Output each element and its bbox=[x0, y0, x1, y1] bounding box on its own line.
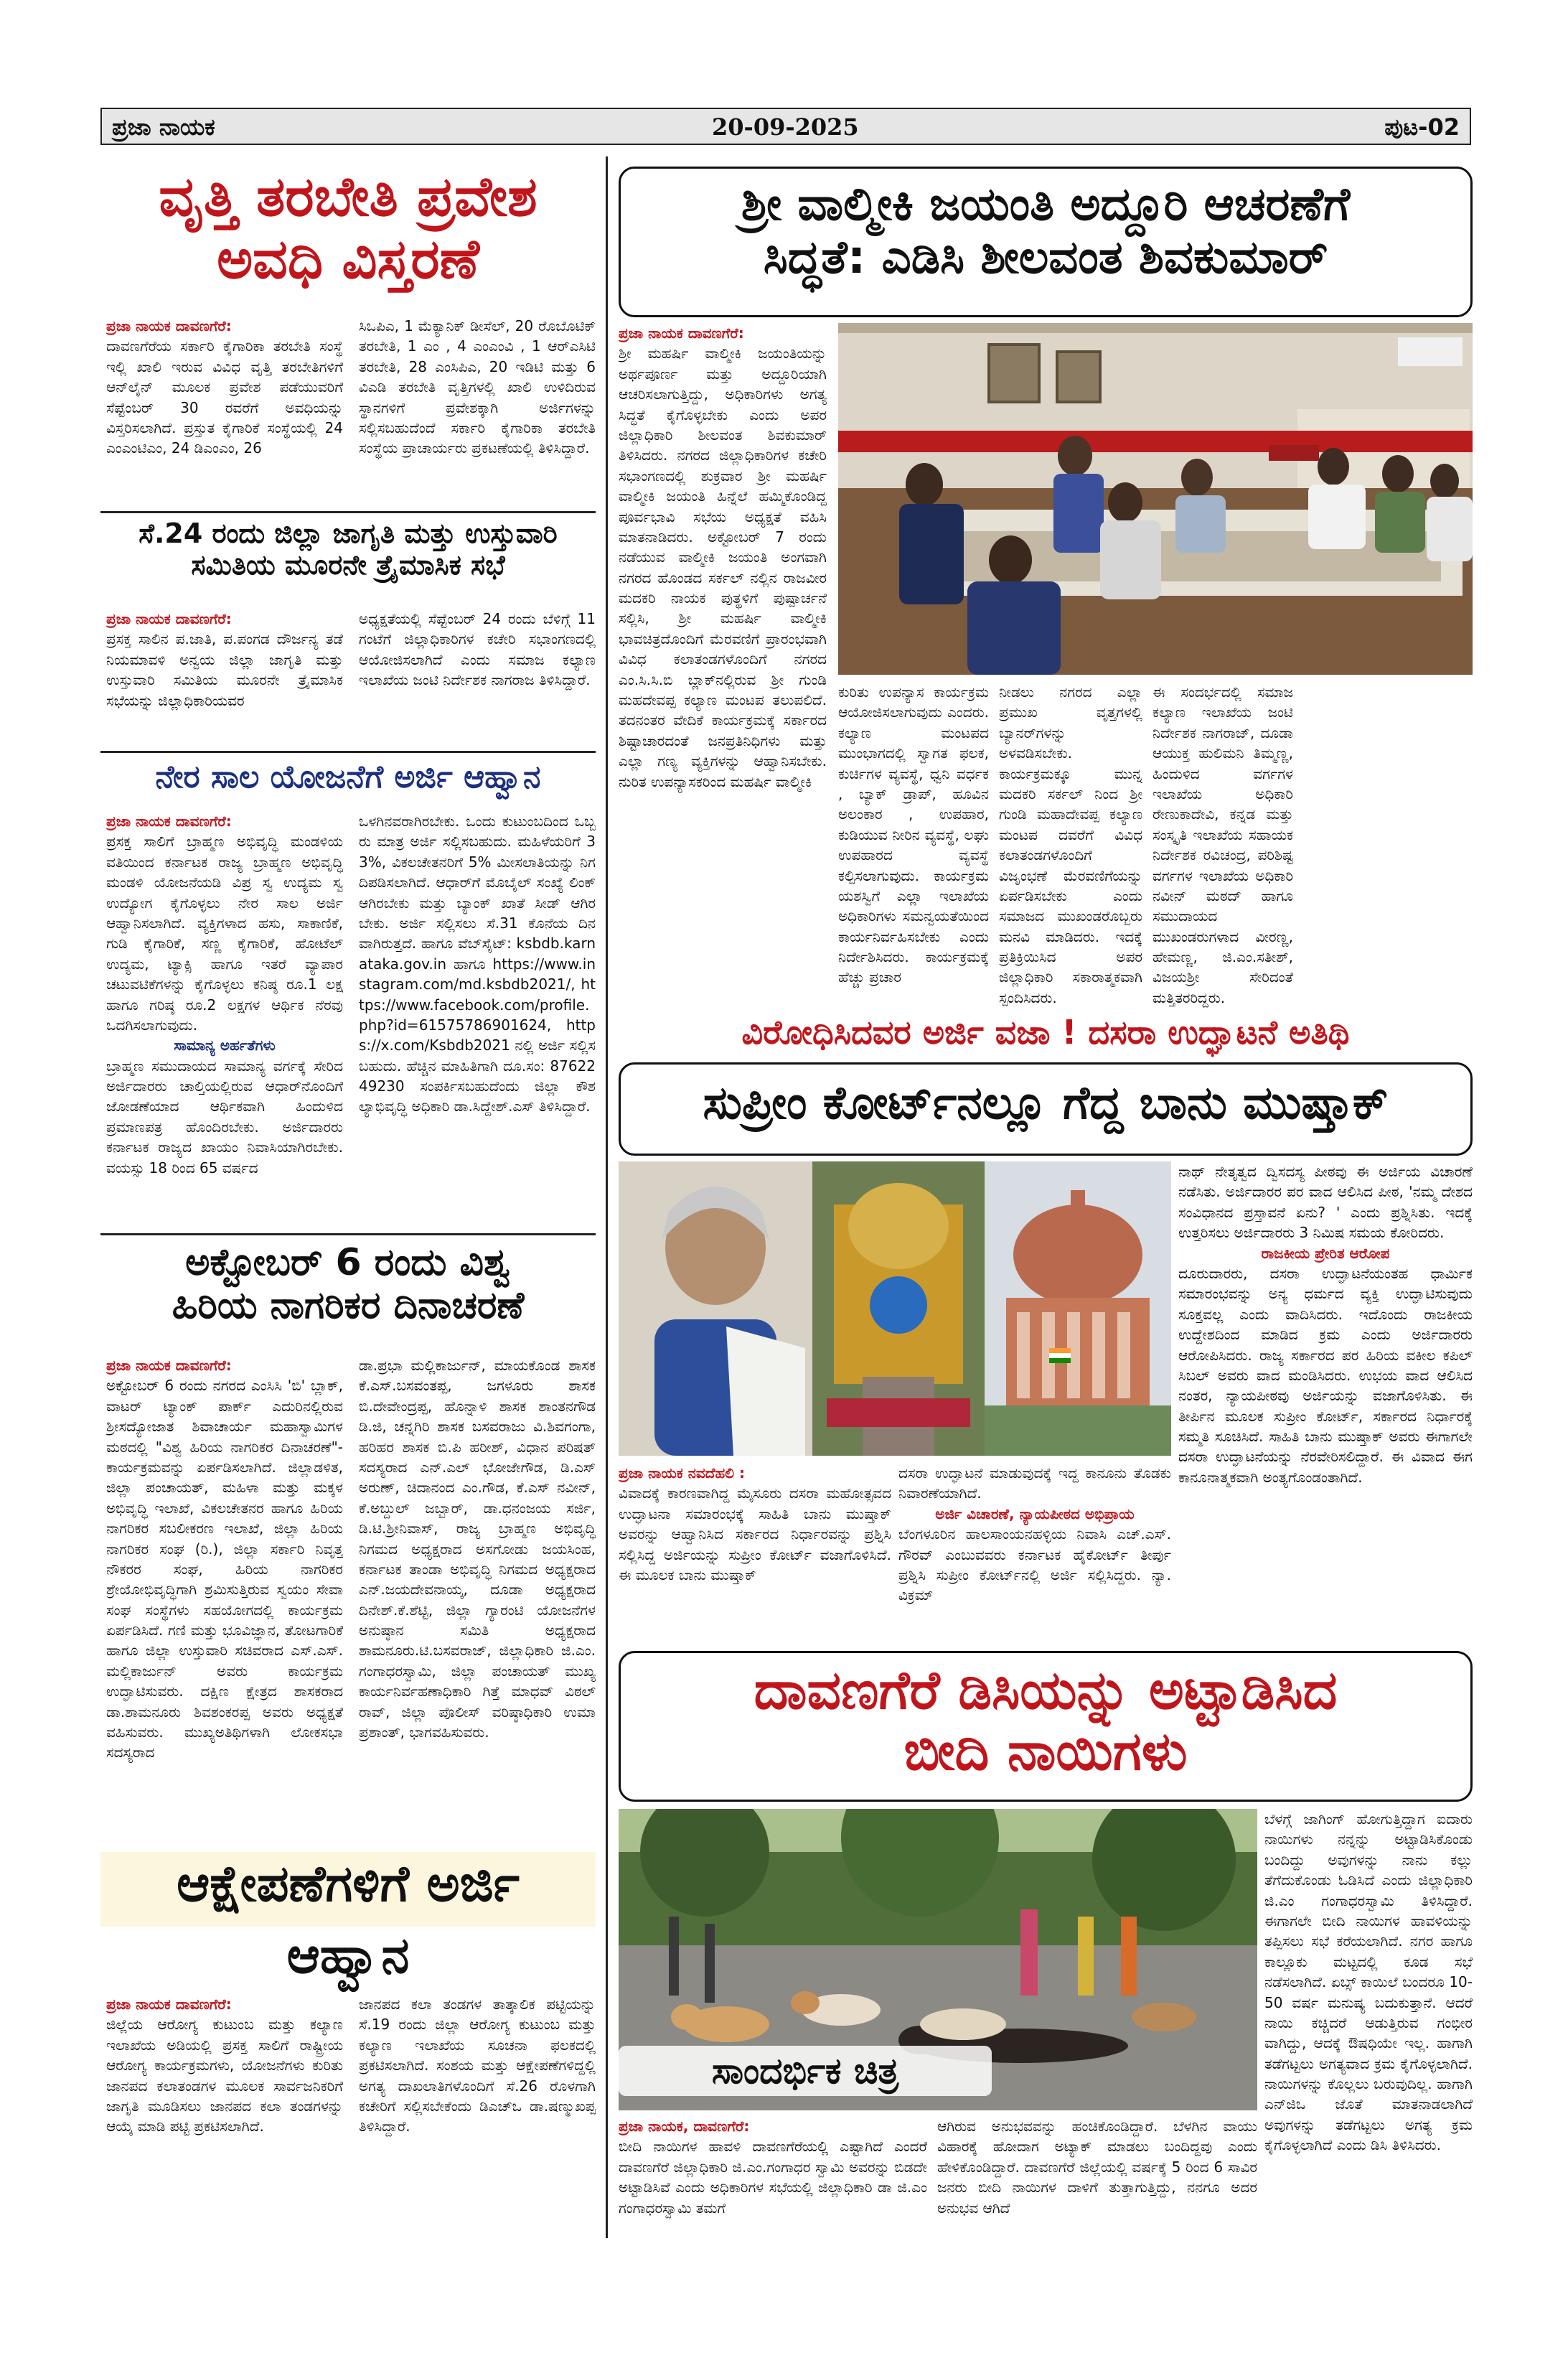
column-divider bbox=[606, 156, 608, 2238]
article-body bbox=[359, 316, 596, 510]
headline-objections-2 bbox=[100, 1927, 596, 1985]
article-body bbox=[1152, 682, 1293, 1012]
headline-line: ಅಕ್ಟೋಬರ್ 6 ರಂದು ವಿಶ್ವ bbox=[185, 1241, 511, 1284]
article-text: ವಿವಾದಕ್ಕೆ ಕಾರಣವಾಗಿದ್ದ ಮೈಸೂರು ದಸರಾ ಮಹೋತ್ಸವದ ಉದ್ಘಾಟನಾ ಸಮಾರಂಭಕ್ಕೆ ಸಾಹಿತಿ ಬಾನು ಮುಷ್ತಾಕ್ ಅವರನ್ನು ಆಹ್ವಾನಿಸಿದ ಸರ್ಕಾರದ ನಿರ್ಧಾರವನ್ನು ಪ್ರಶ್ನಿಸಿ ಸಲ್ಲಿಸಿದ್ದ ಅರ್ಜಿಯನ್ನು ಸುಪ್ರೀಂ ಕೋರ್ಟ್ ವಜಾಗೊಳಿಸಿದೆ. ಈ ಮೂಲಕ ಬಾನು ಮುಷ್ತಾಕ್ bbox=[619, 1484, 891, 1584]
article-text: ನೀಡಲು ನಗರದ ಎಲ್ಲಾ ಪ್ರಮುಖ ವೃತ್ತಗಳಲ್ಲಿ ಬ್ಯಾನರ್‌ಗಳನ್ನು ಅಳವಡಿಸಬೇಕು. ಕಾರ್ಯಕ್ರಮಕ್ಕೂ ಮುನ್ನ ಮದಕರಿ ಸರ್ಕಲ್ ನಿಂದ ಶ್ರೀ ಗುಂಡಿ ಮಹಾದೇವಪ್ಪ ಕಲ್ಯಾಣ ಮಂಟಪ ದವರೆಗೆ ವಿವಿಧ ಕಲಾತಂಡಗಳೊಂದಿಗೆ ವಿಜೃಂಭಣೆ ಮೆರವಣಿಗೆಯನ್ನು ಏರ್ಪಡಿಸಬೇಕು ಎಂದು ಸಮಾಜದ ಮುಖಂಡರೊಬ್ಬರು ಮನವಿ ಮಾಡಿದರು. ಇದಕ್ಕೆ ಪ್ರತಿಕ್ರಿಯಿಸಿದ ಅಪರ ಜಿಲ್ಲಾಧಿಕಾರಿ ಸಕಾರಾತ್ಮಕವಾಗಿ ಸ್ಪಂದಿಸಿದರು. bbox=[999, 683, 1142, 1006]
article-body bbox=[619, 323, 827, 1012]
article-body bbox=[999, 682, 1142, 1012]
kicker-dasara: ವಿರೋಧಿಸಿದವರ ಅರ್ಜಿ ವಜಾ ! ದಸರಾ ಉದ್ಘಾಟನೆ ಅತಿಥಿ bbox=[741, 1013, 1350, 1052]
divider bbox=[100, 751, 596, 753]
article-text: ಬೀದಿ ನಾಯಿಗಳ ಹಾವಳಿ ದಾವಣಗೆರೆಯಲ್ಲಿ ಎಷ್ಟಾಗಿದೆ ಎಂದರೆ ದಾವಣಗೆರೆ ಜಿಲ್ಲಾಧಿಕಾರಿ ಜಿ.ಎಂ.ಗಂಗಾಧರ ಸ್ವಾಮಿ ಅವರನ್ನು ಬಿಡದೇ ಅಟ್ಟಾಡಿಸಿವೆ ಎಂದು ಅಧಿಕಾರಿಗಳ ಸಭೆಯಲ್ಲಿ ಜಿಲ್ಲಾಧಿಕಾರಿ ಡಾ ಜಿ.ಎಂ ಗಂಗಾಧರಸ್ವಾಮಿ ತಮಗೆ bbox=[619, 2138, 927, 2217]
article-text: ಜಾನಪದ ಕಲಾ ತಂಡಗಳ ತಾತ್ಕಾಲಿಕ ಪಟ್ಟಿಯನ್ನು ಸೆ.19 ರಂದು ಜಿಲ್ಲಾ ಆರೋಗ್ಯ ಕುಟುಂಬ ಮತ್ತು ಕಲ್ಯಾಣ ಇಲಾಖೆಯ ಸೂಚನಾ ಫಲಕದಲ್ಲಿ ಪ್ರಕಟಿಸಲಾಗಿದೆ. ಸಂಶಯ ಮತ್ತು ಆಕ್ಷೇಪಣೆಗಳಿದ್ದಲ್ಲಿ ಅಗತ್ಯ ದಾಖಲಾತಿಗಳೊಂದಿಗೆ ಸೆ.26 ರೊಳಗಾಗಿ ಕಚೇರಿಗೆ ಸಲ್ಲಿಸಬೇಕೆಂದು ಡಿಎಚ್‌ಒ ಡಾ.ಷಣ್ಮುಖಪ್ಪ ತಿಳಿಸಿದ್ದಾರೆ. bbox=[359, 1996, 596, 2136]
article-text: ನಾಥ್ ನೇತೃತ್ವದ ದ್ವಿಸದಸ್ಯ ಪೀಠವು ಈ ಅರ್ಜಿಯ ವಿಚಾರಣೆ ನಡೆಸಿತು. ಅರ್ಜಿದಾರರ ಪರ ವಾದ ಆಲಿಸಿದ ಪೀಠ, 'ನಮ್ಮ ದೇಶದ ಸಂವಿಧಾನದ ಪ್ರಸ್ತಾವನೆ ಏನು? ' ಎಂದು ಪ್ರಶ್ನಿಸಿತು. ಇದಕ್ಕೆ ಉತ್ತರಿಸಲು ಅರ್ಜಿದಾರರು 3 ನಿಮಿಷ ಸಮಯ ಕೋರಿದರು. bbox=[1178, 1163, 1473, 1242]
article-text: ಬೆಳಗ್ಗೆ ಜಾಗಿಂಗ್ ಹೋಗುತ್ತಿದ್ದಾಗ ಐದಾರು ನಾಯಿಗಳು ನನ್ನನ್ನು ಅಟ್ಟಾಡಿಸಿಕೊಂಡು ಬಂದಿದ್ದು ಅವುಗಳನ್ನು ನಾನು ಕಲ್ಲು ತೆಗೆದುಕೊಂಡು ಓಡಿಸಿದೆ ಎಂದು ಜಿಲ್ಲಾಧಿಕಾರಿ ಜಿ.ಎಂ ಗಂಗಾಧರಸ್ವಾಮಿ ತಿಳಿಸಿದ್ದಾರೆ. ಈಗಾಗಲೇ ಬೀದಿ ನಾಯಿಗಳ ಹಾವಳಿಯನ್ನು ತಪ್ಪಿಸಲು ಸಭೆ ಕರೆಯಲಾಗಿದೆ. ನಗರ ಹಾಗೂ ಕಾಲ್ಲೂಕು ಮಟ್ಟದಲ್ಲಿ ಕೂಡ ಸಭೆ ನಡೆಸಲಾಗಿದೆ. ಏಬ್ಸ್ ಕಾಯಿಲೆ ಬಂದರೂ 10-50 ವರ್ಷ ಮನುಷ್ಯ ಬದುಕುತ್ತಾನೆ. ಆದರೆ ನಾಯಿ ಕಚ್ಚಿದರೆ ಆಡುತ್ತಿರುವ ಗಂಭೀರ ವಾಗಿದ್ದು, ಆದಕ್ಕೆ ಔಷಧಿಯೇ ಇಲ್ಲ. ಹಾಗಾಗಿ ತಡೆಗಟ್ಟಲು ಅಗತ್ಯವಾದ ಕ್ರಮ ಕೈಗೊಳ್ಳಲಾಗಿದೆ. ನಾಯಿಗಳನ್ನು ಕೊಲ್ಲಲು ಬರುವುದಿಲ್ಲ. ಹಾಗಾಗಿ ಎನ್‌ಜಿಒ ಜೊತೆ ಮಾತನಾಡಲಾಗಿದೆ ಅವುಗಳನ್ನು ತಡೆಗಟ್ಟಲು ಅಗತ್ಯ ಕ್ರಮ ಕೈಗೊಳ್ಳಲಾಗಿದೆ ಎಂದು ಡಿಸಿ ತಿಳಿಸಿದರು. bbox=[1264, 1810, 1473, 2154]
article-body bbox=[1264, 1809, 1473, 2240]
article-body bbox=[359, 609, 596, 745]
byline: ಪ್ರಜಾ ನಾಯಕ ದಾವಣಗೆರೆ: bbox=[619, 324, 744, 342]
byline: ಪ್ರಜಾ ನಾಯಕ ದಾವಣಗೆರೆ: bbox=[106, 1357, 232, 1374]
collage-image bbox=[619, 1161, 1171, 1456]
headline-line: ಸೆ.24 ರಂದು ಜಿಲ್ಲಾ ಜಾಗೃತಿ ಮತ್ತು ಉಸ್ತುವಾರಿ bbox=[139, 518, 558, 549]
article-text: ಬ್ರಾಹ್ಮಣ ಸಮುದಾಯದ ಸಾಮಾನ್ಯ ವರ್ಗಕ್ಕೆ ಸೇರಿದ ಅರ್ಜಿದಾರರು ಚಾಲ್ತಿಯಲ್ಲಿರುವ ಆಧಾರ್‌ನೊಂದಿಗೆ ಜೋಡಣೆಯಾದ ಆರ್ಥಿಕವಾಗಿ ಹಿಂದುಳಿದ ಪ್ರಮಾಣಪತ್ರ ಹೊಂದಿರಬೇಕು. ಅರ್ಜಿದಾರರು ಕರ್ನಾಟಕ ರಾಜ್ಯದ ಖಾಯಂ ನಿವಾಸಿಯಾಗಿರಬೇಕು. ವಯಸ್ಸು 18 ರಿಂದ 65 ವರ್ಷದ bbox=[106, 1057, 343, 1176]
headline-direct-loan: ನೇರ ಸಾಲ ಯೋಜನೆಗೆ ಅರ್ಜಿ ಆಹ್ವಾನ bbox=[155, 759, 541, 795]
article-text: ಕುರಿತು ಉಪನ್ಯಾಸ ಕಾರ್ಯಕ್ರಮ ಆಯೋಜಿಸಲಾಗುವುದು ಎಂದರು. ಕಲ್ಯಾಣ ಮಂಟಪದ ಮುಂಭಾಗದಲ್ಲಿ ಸ್ವಾಗತ ಫಲಕ, ಕುರ್ಚಿಗಳ ವ್ಯವಸ್ಥೆ, ಧ್ವನಿ ವರ್ಧಕ , ಬ್ಯಾಕ್ ಡ್ರಾಪ್, ಹೂವಿನ ಅಲಂಕಾರ , ಉಪಹಾರ, ಕುಡಿಯುವ ನೀರಿನ ವ್ಯವಸ್ಥೆ, ಲಘು ಉಪಹಾರದ ವ್ಯವಸ್ಥೆ ಕಲ್ಪಿಸಲಾಗುವುದು. ಕಾರ್ಯಕ್ರಮ ಯಶಸ್ವಿಗೆ ಎಲ್ಲಾ ಇಲಾಖೆಯ ಅಧಿಕಾರಿಗಳು ಸಮನ್ವಯತೆಯಿಂದ ಕಾರ್ಯನಿರ್ವಹಿಸಬೇಕು ಎಂದು ನಿರ್ದೇಶಿಸಿದರು. ಕಾರ್ಯಕ್ರಮಕ್ಕೆ ಹೆಚ್ಚು ಪ್ರಚಾರ bbox=[838, 683, 989, 986]
article-text: ಡಾ.ಪ್ರಭಾ ಮಲ್ಲಿಕಾರ್ಜುನ್, ಮಾಯಕೊಂಡ ಶಾಸಕ ಕೆ.ಎಸ್.ಬಸವಂತಪ್ಪ, ಜಗಳೂರು ಶಾಸಕ ಬಿ.ದೇವೇಂದ್ರಪ್ಪ, ಹೊನ್ನಾಳಿ ಶಾಸಕ ಶಾಂತನಗೌಡ ಡಿ.ಜಿ, ಚನ್ನಗಿರಿ ಶಾಸಕ ಬಸವರಾಜು ವಿ.ಶಿವಗಂಗಾ, ಹರಿಹರ ಶಾಸಕ ಬಿ.ಪಿ ಹರೀಶ್, ವಿಧಾನ ಪರಿಷತ್ ಸದಸ್ಯರಾದ ಎನ್.ಎಲ್ ಭೋಜೇಗೌಡ, ಡಿ.ಎಸ್ ಅರುಣ್, ಚಿದಾನಂದ ಎಂ.ಗೌಡ, ಕೆ.ಎಸ್ ನವೀನ್, ಕೆ.ಅಬ್ದುಲ್ ಜಬ್ಬಾರ್, ಡಾ.ಧನಂಜಯ ಸರ್ಜಿ, ಡಿ.ಟಿ.ಶ್ರೀನಿವಾಸ್, ರಾಜ್ಯ ಬ್ರಾಹ್ಮಣ ಅಭಿವೃದ್ಧಿ ನಿಗಮದ ಅಧ್ಯಕ್ಷರಾದ ಅಸಗೋಡು ಜಯಸಿಂಹ, ಕರ್ನಾಟಕ ತಾಂಡಾ ಅಭಿವೃದ್ಧಿ ನಿಗಮದ ಅಧ್ಯಕ್ಷರಾದ ಎನ್.ಜಯದೇವನಾಯ್ಕ, ದೂಡಾ ಅಧ್ಯಕ್ಷರಾದ ದಿನೇಶ್.ಕೆ.ಶೆಟ್ಟಿ, ಜಿಲ್ಲಾ ಗ್ಯಾರಂಟಿ ಯೋಜನೆಗಳ ಅನುಷ್ಠಾನ ಸಮಿತಿ ಅಧ್ಯಕ್ಷರಾದ ಶಾಮನೂರು.ಟಿ.ಬಸವರಾಜ್, ಜಿಲ್ಲಾಧಿಕಾರಿ ಜಿ.ಎಂ. ಗಂಗಾಧರಸ್ವಾಮಿ, ಜಿಲ್ಲಾ ಪಂಚಾಯತ್ ಮುಖ್ಯ ಕಾರ್ಯನಿರ್ವಹಣಾಧಿಕಾರಿ ಗಿತ್ತೆ ಮಾಧವ್ ವಿಠಲ್ ರಾವ್, ಜಿಲ್ಲಾ ಪೊಲೀಸ್ ವರಿಷ್ಠಾಧಿಕಾರಿ ಉಮಾ ಪ್ರಶಾಂತ್, ಭಾಗವಹಿಸುವರು. bbox=[359, 1357, 596, 1741]
paper-name: ಪ್ರಜಾ ನಾಯಕ bbox=[112, 113, 215, 141]
meeting-photo-image bbox=[838, 323, 1473, 675]
headline-line: ಸಮಿತಿಯ ಮೂರನೇ ತ್ರೈಮಾಸಿಕ ಸಭೆ bbox=[191, 548, 505, 581]
headline-line: ಅವಧಿ ವಿಸ್ತರಣೆ bbox=[217, 227, 479, 291]
byline: ಪ್ರಜಾ ನಾಯಕ ದಾವಣಗೆರೆ: bbox=[106, 317, 232, 335]
article-text: ದಸರಾ ಉದ್ಘಾಟನೆ ಮಾಡುವುದಕ್ಕೆ ಇದ್ದ ಕಾನೂನು ತೊಡಕು ನಿವಾರಣೆಯಾಗಿದೆ. bbox=[898, 1464, 1171, 1502]
stray-dogs-photo bbox=[619, 1809, 1257, 2110]
headline-line: ಬೀದಿ ನಾಯಿಗಳು bbox=[903, 1721, 1188, 1783]
meeting-photo bbox=[838, 323, 1473, 675]
divider bbox=[100, 1233, 596, 1235]
article-body bbox=[359, 1994, 596, 2231]
headline-line: ವೃತ್ತಿ ತರಬೇತಿ ಪ್ರವೇಶ bbox=[159, 164, 537, 228]
headline-line: ಸಿದ್ಧತೆ: ಎಡಿಸಿ ಶೀಲವಂತ ಶಿವಕುಮಾರ್ bbox=[763, 230, 1328, 284]
article-text: ಪ್ರಸಕ್ತ ಸಾಲಿಗೆ ಬ್ರಾಹ್ಮಣ ಅಭಿವೃದ್ಧಿ ಮಂಡಳಿಯ ವತಿಯಿಂದ ಕರ್ನಾಟಕ ರಾಜ್ಯ ಬ್ರಾಹ್ಮಣ ಅಭಿವೃದ್ಧಿ ಮಂಡಳಿ ಯೋಜನೆಯಡಿ ವಿಪ್ರ ಸ್ವ ಉದ್ಯಮ ಸ್ವ ಉದ್ಯೋಗ ಕೈಗೊಳ್ಳಲು ನೇರ ಸಾಲ ಅರ್ಜಿ ಆಹ್ವಾನಿಸಲಾಗಿದೆ. ವ್ಯಕ್ತಿಗಳಾದ ಹಸು, ಸಾಕಾಣಿಕೆ, ಗುಡಿ ಕೈಗಾರಿಕೆ, ಸಣ್ಣ ಕೈಗಾರಿಕೆ, ಹೋಟೆಲ್ ಉದ್ಯಮ, ಟ್ಯಾಕ್ಸಿ ಹಾಗೂ ಇತರೆ ವ್ಯಾಪಾರ ಚಟುವಟಿಕೆಗಳನ್ನು ಕೈಗೊಳ್ಳಲು ಕನಿಷ್ಠ ರೂ.1 ಲಕ್ಷ ಹಾಗೂ ಗರಿಷ್ಠ ರೂ.2 ಲಕ್ಷಗಳ ಆರ್ಥಿಕ ನೆರವು ಒದಗಿಸಲಾಗುವುದು. bbox=[106, 833, 343, 1034]
article-body bbox=[898, 1463, 1171, 1650]
article-body bbox=[106, 609, 343, 745]
article-text: ದಾವಣಗೆರೆಯ ಸರ್ಕಾರಿ ಕೈಗಾರಿಕಾ ತರಬೇತಿ ಸಂಸ್ಥೆ ಇಲ್ಲಿ ಖಾಲಿ ಇರುವ ವಿವಿಧ ವೃತ್ತಿ ತರಬೇತಿಗಳಿಗೆ ಆನ್‌ಲೈನ್ ಮೂಲಕ ಪ್ರವೇಶ ಪಡೆಯುವರಿಗೆ ಸೆಪ್ಟೆಂಬರ್ 30 ರವರೆಗೆ ಅವಧಿಯನ್ನು ವಿಸ್ತರಿಸಲಾಗಿದೆ. ಪ್ರಸ್ತುತ ಕೈಗಾರಿಕೆ ಸಂಸ್ಥೆಯಲ್ಲಿ 24 ಎಂಎಂಟಿಎಂ, 24 ಡಿಎಂಎಂ, 26 bbox=[106, 337, 343, 457]
article-text: ಅಧ್ಯಕ್ಷತೆಯಲ್ಲಿ ಸೆಪ್ಟೆಂಬರ್ 24 ರಂದು ಬೆಳಿಗ್ಗೆ 11 ಗಂಟೆಗೆ ಜಿಲ್ಲಾಧಿಕಾರಿಗಳ ಕಚೇರಿ ಸಭಾಂಗಣದಲ್ಲಿ ಆಯೋಜಿಸಲಾಗಿದೆ ಎಂದು ಸಮಾಜ ಕಲ್ಯಾಣ ಇಲಾಖೆಯ ಜಂಟಿ ನಿರ್ದೇಶಕ ನಾಗರಾಜ ತಿಳಿಸಿದ್ದಾರೆ. bbox=[359, 610, 596, 689]
page-number: ಪುಟ-02 bbox=[1384, 113, 1460, 141]
byline: ಪ್ರಜಾ ನಾಯಕ ದಾವಣಗೆರೆ: bbox=[106, 813, 232, 830]
article-text: ಸಿಒಪಿಎ, 1 ಮೆಕ್ಯಾನಿಕ್ ಡೀಸೆಲ್, 20 ರೊಬೊಟಿಕ್ ತರಬೇತಿ, 1 ಎಂ , 4 ಎಂಎಂವಿ , 1 ಆರ್‌ಎಸಿಟಿ ತರಬೇತಿ, 28 ಎಂಸಿಪಿಎ, 20 ಇಡಿಟಿ ಮತ್ತು 6 ವಿಎಡಿ ತರಬೇತಿ ವೃತ್ತಿಗಳಲ್ಲಿ ಖಾಲಿ ಉಳಿದಿರುವ ಸ್ಥಾನಗಳಿಗೆ ಪ್ರವೇಶಕ್ಕಾಗಿ ಅರ್ಜಿಗಳನ್ನು ಸಲ್ಲಿಸಬಹುದೆಂದೆ ಸರ್ಕಾರಿ ಕೈಗಾರಿಕಾ ತರಬೇತಿ ಸಂಸ್ಥೆಯ ಪ್ರಾಚಾರ್ಯರು ಪ್ರಕಟಣೆಯಲ್ಲಿ ತಿಳಿಸಿದ್ದಾರೆ. bbox=[359, 317, 596, 457]
article-body bbox=[619, 1463, 891, 1650]
article-text: ಅಕ್ಟೋಬರ್ 6 ರಂದು ನಗರದ ಎಂಸಿಸಿ 'ಬಿ' ಬ್ಲಾಕ್, ವಾಟರ್ ಟ್ಯಾಂಕ್ ಪಾರ್ಕ್ ಎದುರಿನಲ್ಲಿರುವ ಶ್ರೀಸದ್ಯೋಜಾತ ಶಿವಾಚಾರ್ಯ ಮಹಾಸ್ವಾಮಿಗಳ ಮಠದಲ್ಲಿ "ವಿಶ್ವ ಹಿರಿಯ ನಾಗರಿಕರ ದಿನಾಚರಣೆ"- ಕಾರ್ಯಕ್ರಮವನ್ನು ಏರ್ಪಡಿಸಲಾಗಿದೆ. ಜಿಲ್ಲಾಡಳಿತ, ಜಿಲ್ಲಾ ಪಂಚಾಯತ್, ಮಹಿಳಾ ಮತ್ತು ಮಕ್ಕಳ ಅಭಿವೃದ್ಧಿ ಇಲಾಖೆ, ವಿಕಲಚೇತನರ ಹಾಗೂ ಹಿರಿಯ ನಾಗರಿಕರ ಸಬಲೀಕರಣ ಇಲಾಖೆ, ಜಿಲ್ಲಾ ಹಿರಿಯ ನಾಗರಿಕರ ಸಂಘ (ರಿ.), ಜಿಲ್ಲಾ ಸರ್ಕಾರಿ ನಿವೃತ್ತ ನೌಕರರ ಸಂಘ, ಹಿರಿಯ ನಾಗರಿಕರ ಶ್ರೇಯೋಭಿವೃದ್ಧಿಗಾಗಿ ಶ್ರಮಿಸುತ್ತಿರುವ ಸ್ವಯಂ ಸೇವಾ ಸಂಘ ಸಂಸ್ಥೆಗಳು ಸಹಯೋಗದಲ್ಲಿ ಕಾರ್ಯಕ್ರಮ ಏರ್ಪಡಿಸಿದೆ. ಗಣಿ ಮತ್ತು ಭೂವಿಜ್ಞಾನ, ತೋಟಗಾರಿಕೆ ಹಾಗೂ ಜಿಲ್ಲಾ ಉಸ್ತುವಾರಿ ಸಚಿವರಾದ ಎಸ್.ಎಸ್. ಮಲ್ಲಿಕಾರ್ಜುನ್ ಅವರು ಕಾರ್ಯಕ್ರಮ ಉದ್ಘಾಟಿಸುವರು. ದಕ್ಷಿಣ ಕ್ಷೇತ್ರದ ಶಾಸಕರಾದ ಡಾ.ಶಾಮನೂರು ಶಿವಶಂಕರಪ್ಪ ಅವರು ಅಧ್ಯಕ್ಷತೆ ವಹಿಸುವರು. ಮುಖ್ಯಅತಿಥಿಗಳಾಗಿ ಲೋಕಸಭಾ ಸದಸ್ಯರಾದ bbox=[106, 1377, 343, 1762]
article-body bbox=[1178, 1161, 1473, 1650]
byline: ಪ್ರಜಾ ನಾಯಕ ದಾವಣಗೆರೆ: bbox=[106, 610, 232, 627]
byline: ಪ್ರಜಾ ನಾಯಕ ದಾವಣಗೆರೆ: bbox=[106, 1996, 232, 2013]
headline-line: ಆಕ್ಷೇಪಣೆಗಳಿಗೆ ಅರ್ಜಿ bbox=[177, 1854, 520, 1913]
article-text: ಒಳಗಿನವರಾಗಿರಬೇಕು. ಒಂದು ಕುಟುಂಬದಿಂದ ಒಬ್ಬರು ಮಾತ್ರ ಅರ್ಜಿ ಸಲ್ಲಿಸಬಹುದು. ಮಹಿಳೆಯರಿಗೆ 33%, ವಿಕಲಚೇತನರಿಗೆ 5% ಮೀಸಲಾತಿಯನ್ನು ನಿಗದಿಪಡಿಸಲಾಗಿದೆ. ಆಧಾರ್‌ಗೆ ಮೊಬೈಲ್ ಸಂಖ್ಯೆ ಲಿಂಕ್ ಆಗಿರಬೇಕು ಮತ್ತು ಬ್ಯಾಂಕ್ ಖಾತೆ ಸೀಡ್ ಆಗಿರಬೇಕು. ಅರ್ಜಿ ಸಲ್ಲಿಸಲು ಸೆ.31 ಕೊನೆಯ ದಿನವಾಗಿರುತ್ತದೆ. ಹಾಗೂ ವೆಬ್‌ಸೈಟ್: ksbdb.karnataka.gov.in ಹಾಗೂ https://www.instagram.com/md.ksbdb2021/, https://www.facebook.com/profile.php?id=61575786901624, https://x.com/Ksbdb2021 ನಲ್ಲಿ ಅರ್ಜಿ ಸಲ್ಲಿಸಬಹುದು. ಹೆಚ್ಚಿನ ಮಾಹಿತಿಗಾಗಿ ದೂ.ಸಂ: 8762249230 ಸಂಪರ್ಕಿಸಬಹುದೆಂದು ಜಿಲ್ಲಾ ಕೌಶಲ್ಯಾಭಿವೃದ್ಧಿ ಅಧಿಕಾರಿ ಡಾ.ಸಿದ್ದೇಶ್.ಎಸ್ ತಿಳಿಸಿದ್ದಾರೆ. bbox=[359, 813, 596, 1115]
article-body bbox=[359, 1355, 596, 1815]
headline-senior-citizens-day bbox=[100, 1242, 596, 1328]
article-text: ಬೆಂಗಳೂರಿನ ಹಾಲಸಾಂಯನಹಳ್ಳಿಯ ನಿವಾಸಿ ಎಚ್.ಎಸ್. ಗೌರವ್ ಎಂಬುವವರು ಕರ್ನಾಟಕ ಹೈಕೋರ್ಟ್ ತೀರ್ಪು ಪ್ರಶ್ನಿಸಿ ಸುಪ್ರೀಂ ಕೋರ್ಟ್‌ನಲ್ಲಿ ಅರ್ಜಿ ಸಲ್ಲಿಸಿದ್ದರು. ನ್ಯಾ. ವಿಕ್ರಮ್ bbox=[898, 1525, 1171, 1604]
article-body bbox=[838, 682, 989, 1012]
byline: ಪ್ರಜಾ ನಾಯಕ ನವದೆಹಲಿ : bbox=[619, 1464, 745, 1482]
article-text: ದೂರುದಾರರು, ದಸರಾ ಉದ್ಘಾಟನೆಯಂತಹ ಧಾರ್ಮಿಕ ಸಮಾರಂಭವನ್ನು ಅನ್ಯ ಧರ್ಮದ ವ್ಯಕ್ತಿ ಉದ್ಘಾಟಿಸುವುದು ಸೂಕ್ತವಲ್ಲ ಎಂದು ವಾದಿಸಿದರು. ಇದೊಂದು ರಾಜಕೀಯ ಉದ್ದೇಶದಿಂದ ಮಾಡಿದ ಕ್ರಮ ಎಂದು ಅರ್ಜಿದಾರರು ಆರೋಪಿಸಿದರು. ರಾಜ್ಯ ಸರ್ಕಾರದ ಪರ ಹಿರಿಯ ವಕೀಲ ಕಪಿಲ್ ಸಿಬಲ್ ಅವರು ವಾದ ಮಂಡಿಸಿದರು. ಉಭಯ ವಾದ ಆಲಿಸಿದ ನಂತರ, ನ್ಯಾಯಪೀಠವು ಅರ್ಜಿಯನ್ನು ವಜಾಗೊಳಿಸಿತು. ಈ ತೀರ್ಪಿನ ಮೂಲಕ ಸುಪ್ರೀಂ ಕೋರ್ಟ್, ಸರ್ಕಾರದ ನಿರ್ಧಾರಕ್ಕೆ ಸಮ್ಮತಿ ಸೂಚಿಸಿದೆ. ಸಾಹಿತಿ ಬಾನು ಮುಷ್ತಾಕ್ ಅವರು ಈಗಾಗಲೇ ದಸರಾ ಉದ್ಘಾಟನೆಯನ್ನು ನೆರವೇರಿಸಲಿದ್ದಾರೆ. ಈ ವಿವಾದ ಈಗ ಕಾನೂನಾತ್ಮಕವಾಗಿ ಅಂತ್ಯಗೊಂಡಂತಾಗಿದೆ. bbox=[1178, 1264, 1473, 1486]
article-text: ಈ ಸಂದರ್ಭದಲ್ಲಿ ಸಮಾಜ ಕಲ್ಯಾಣ ಇಲಾಖೆಯ ಜಂಟಿ ನಿರ್ದೇಶಕ ನಾಗರಾಜ್, ದೂಡಾ ಆಯುಕ್ತ ಹುಲಿಮನಿ ತಿಮ್ಮಣ್ಣ, ಹಿಂದುಳಿದ ವರ್ಗಗಳ ಇಲಾಖೆಯ ಅಧಿಕಾರಿ ರೇಣುಕಾದೇವಿ, ಕನ್ನಡ ಮತ್ತು ಸಂಸ್ಕೃತಿ ಇಲಾಖೆಯ ಸಹಾಯಕ ನಿರ್ದೇಶಕ ರವಿಚಂದ್ರ, ಪರಿಶಿಷ್ಟ ವರ್ಗಗಳ ಇಲಾಖೆಯ ಅಧಿಕಾರಿ ನವೀನ್ ಮಠದ್ ಹಾಗೂ ಸಮುದಾಯದ ಮುಖಂಡರುಗಳಾದ ವೀರಣ್ಣ, ಹೇಮಣ್ಣ, ಜಿ.ಎಂ.ಸತೀಶ್, ವಿಜಯಶ್ರೀ ಸೇರಿದಂತೆ ಮತ್ತಿತರರಿದ್ದರು. bbox=[1152, 683, 1293, 1006]
article-text: ಜಿಲ್ಲೆಯ ಆರೋಗ್ಯ ಕುಟುಂಬ ಮತ್ತು ಕಲ್ಯಾಣ ಇಲಾಖೆಯ ಅಡಿಯಲ್ಲಿ ಪ್ರಸಕ್ತ ಸಾಲಿಗೆ ರಾಷ್ಟ್ರೀಯ ಆರೋಗ್ಯ ಕಾರ್ಯಕ್ರಮಗಳು, ಯೋಜನೆಗಳು ಕುರಿತು ಜಾನಪದ ಕಲಾತಂಡಗಳ ಮೂಲಕ ಸಾರ್ವಜನಿಕರಿಗೆ ಜಾಗೃತಿ ಮೂಡಿಸಲು ಜಾನಪದ ಕಲಾ ತಂಡಗಳನ್ನು ಆಯ್ಕೆ ಮಾಡಿ ಪಟ್ಟಿ ಪ್ರಕಟಿಸಲಾಗಿದೆ. bbox=[106, 2016, 343, 2136]
byline: ಪ್ರಜಾ ನಾಯಕ, ದಾವಣಗೆರೆ: bbox=[619, 2118, 750, 2135]
divider bbox=[100, 511, 596, 513]
article-text: ಶ್ರೀ ಮಹರ್ಷಿ ವಾಲ್ಮೀಕಿ ಜಯಂತಿಯನ್ನು ಅರ್ಥಪೂರ್ಣ ಮತ್ತು ಅದ್ದೂರಿಯಾಗಿ ಆಚರಿಸಲಾಗುತ್ತಿದ್ದು, ಅಧಿಕಾರಿಗಳು ಅಗತ್ಯ ಸಿದ್ಧತೆ ಕೈಗೊಳ್ಳಬೇಕು ಎಂದು ಅಪರ ಜಿಲ್ಲಾಧಿಕಾರಿ ಶೀಲವಂತ ಶಿವಕುಮಾರ್ ತಿಳಿಸಿದರು. ನಗರದ ಜಿಲ್ಲಾಧಿಕಾರಿಗಳ ಕಚೇರಿ ಸಭಾಂಗಣದಲ್ಲಿ ಶುಕ್ರವಾರ ಶ್ರೀ ಮಹರ್ಷಿ ವಾಲ್ಮೀಕಿ ಜಯಂತಿ ಹಿನ್ನೆಲೆ ಹಮ್ಮಿಕೊಂಡಿದ್ದ ಪೂರ್ವಭಾವಿ ಸಭೆಯ ಅಧ್ಯಕ್ಷತೆ ವಹಿಸಿ ಮಾತನಾಡಿದರು. ಅಕ್ಟೋಬರ್ 7 ರಂದು ನಡೆಯುವ ವಾಲ್ಮೀಕಿ ಜಯಂತಿ ಅಂಗವಾಗಿ ನಗರದ ಹೊಂಡದ ಸರ್ಕಲ್ ನಲ್ಲಿನ ರಾಜವೀರ ಮದಕರಿ ನಾಯಕ ಪುತ್ಥಳಿಗೆ ಪುಷ್ಪಾರ್ಚನೆ ಸಲ್ಲಿಸಿ, ಶ್ರೀ ಮಹರ್ಷಿ ವಾಲ್ಮೀಕಿ ಭಾವಚಿತ್ರದೊಂದಿಗೆ ಮೆರವಣಿಗೆ ಪ್ರಾರಂಭವಾಗಿ ವಿವಿಧ ಕಲಾತಂಡಗಳೊಂದಿಗೆ ನಗರದ ಎಂ.ಸಿ.ಸಿ.ಬಿ ಬ್ಲಾಕ್‌ನಲ್ಲಿರುವ ಶ್ರೀ ಗುಂಡಿ ಮಹದೇವಪ್ಪ ಕಲ್ಯಾಣ ಮಂಟಪ ತಲುಪಲಿದೆ. ತದನಂತರ ವೇದಿಕೆ ಕಾರ್ಯಕ್ರಮಕ್ಕೆ ಸರ್ಕಾರದ ಶಿಷ್ಟಾಚಾರದಂತೆ ಜನಪ್ರತಿನಿಧಿಗಳು ಮತ್ತು ಎಲ್ಲಾ ಗಣ್ಯ ವ್ಯಕ್ತಿಗಳನ್ನು ಆಹ್ವಾನಿಸಬೇಕು. ನುರಿತ ಉಪನ್ಯಾಸಕರಿಂದ ಮಹರ್ಷಿ ವಾಲ್ಮೀಕಿ bbox=[619, 345, 827, 790]
article-body bbox=[937, 2116, 1257, 2238]
headline-valmiki-jayanti bbox=[619, 167, 1473, 317]
headline-vigilance-meeting bbox=[100, 518, 596, 581]
article-body bbox=[106, 1994, 343, 2231]
headline-line: ಶ್ರೀ ವಾಲ್ಮೀಕಿ ಜಯಂತಿ ಅದ್ದೂರಿ ಆಚರಣೆಗೆ bbox=[741, 178, 1351, 231]
article-body bbox=[106, 811, 343, 1227]
article-body bbox=[106, 316, 343, 510]
headline-supreme-court: ಸುಪ್ರೀಂ ಕೋರ್ಟ್‌ನಲ್ಲೂ ಗೆದ್ದ ಬಾನು ಮುಷ್ತಾಕ್ bbox=[619, 1062, 1473, 1156]
article-body bbox=[619, 2116, 927, 2238]
article-body bbox=[359, 811, 596, 1227]
photo-caption: ಸಾಂದರ್ಭಿಕ ಚಿತ್ರ bbox=[619, 2046, 992, 2096]
issue-date: 20-09-2025 bbox=[712, 113, 859, 141]
headline-stray-dogs bbox=[619, 1651, 1473, 1802]
subheading: ಅರ್ಜಿ ವಿಚಾರಣೆ, ನ್ಯಾಯಪೀಠದ ಅಭಿಪ್ರಾಯ bbox=[935, 1505, 1135, 1522]
headline-objections bbox=[100, 1855, 596, 1913]
article-text: ಆಗಿರುವ ಅನುಭವವನ್ನು ಹಂಚಿಕೊಂಡಿದ್ದಾರೆ. ಬೆಳಗಿನ ವಾಯು ವಿಹಾರಕ್ಕೆ ಹೋದಾಗ ಅಟ್ಯಾಕ್ ಮಾಡಲು ಬಂದಿದ್ದವು ಎಂದು ಹೇಳಿಕೊಂಡಿದ್ದಾರೆ. ದಾವಣಗೆರೆ ಜಿಲ್ಲೆಯಲ್ಲಿ ವರ್ಷಕ್ಕೆ 5 ರಿಂದ 6 ಸಾವಿರ ಜನರು ಬೀದಿ ನಾಯಿಗಳ ದಾಳಿಗೆ ತುತ್ತಾಗುತ್ತಿದ್ದು, ನನಗೂ ಅದರ ಅನುಭವ ಆಗಿದೆ bbox=[937, 2118, 1257, 2217]
page-header bbox=[100, 108, 1471, 145]
headline-line: ದಾವಣಗೆರೆ ಡಿಸಿಯನ್ನು ಅಟ್ಟಾಡಿಸಿದ bbox=[754, 1660, 1338, 1721]
headline-line: ಆಹ್ವಾನ bbox=[286, 1926, 410, 1985]
headline-line: ಹಿರಿಯ ನಾಗರಿಕರ ದಿನಾಚರಣೆ bbox=[172, 1283, 525, 1327]
subheading: ಸಾಮಾನ್ಯ ಅರ್ಹತೆಗಳು bbox=[174, 1037, 276, 1054]
article-body bbox=[106, 1355, 343, 1815]
subheading: ರಾಜಕೀಯ ಪ್ರೇರಿತ ಆರೋಪ bbox=[1261, 1244, 1390, 1262]
headline-vocational-training bbox=[100, 165, 596, 291]
supreme-court-photo-collage bbox=[619, 1161, 1171, 1456]
article-text: ಪ್ರಸಕ್ತ ಸಾಲಿನ ಪ.ಜಾತಿ, ಪ.ಪಂಗಡ ದೌರ್ಜನ್ಯ ತಡೆ ನಿಯಮಾವಳಿ ಅನ್ವಯ ಜಿಲ್ಲಾ ಜಾಗೃತಿ ಮತ್ತು ಉಸ್ತುವಾರಿ ಸಮಿತಿಯ ಮೂರನೇ ತ್ರೈಮಾಸಿಕ ಸಭೆಯನ್ನು ಜಿಲ್ಲಾಧಿಕಾರಿಯವರ bbox=[106, 630, 343, 709]
